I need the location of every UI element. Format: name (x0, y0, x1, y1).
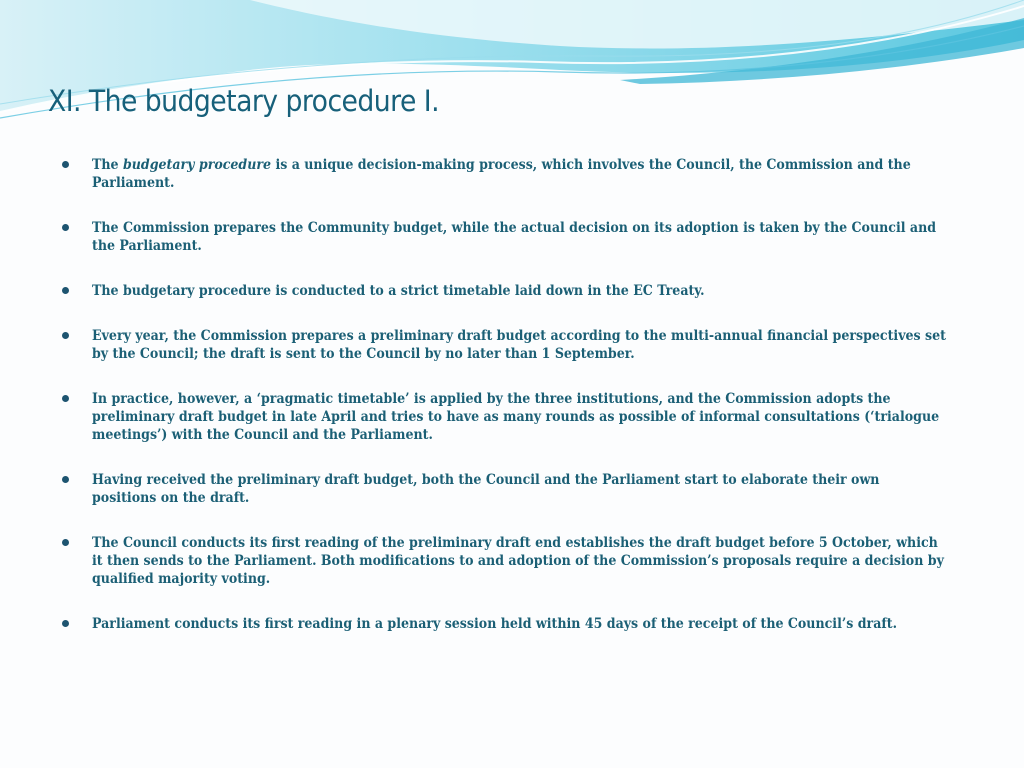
bullet-item (92, 534, 972, 588)
bullet-text: Every year, the Commission prepares a preliminary draft budget according to the multi-annual financial perspectives set by the Council; the draft is sent to the Council by no later than 1 September. (92, 328, 946, 362)
bullet-list (92, 156, 972, 660)
bullet-item (92, 282, 972, 300)
bullet-dot-icon (62, 620, 69, 627)
bullet-text: The Council conducts its first reading of the preliminary draft end establishes the draft budget before 5 October, which it then sends to the Parliament. Both modifications to and adoption of the Commission’s proposals require a decision by qualified majority voting. (92, 535, 944, 587)
emphasized-term: budgetary procedure (122, 157, 272, 173)
bullet-dot-icon (62, 395, 69, 402)
bullet-dot-icon (62, 287, 69, 294)
bullet-dot-icon (62, 224, 69, 231)
bullet-dot-icon (62, 476, 69, 483)
slide-title: XI. The budgetary procedure I. (48, 84, 440, 118)
bullet-item (92, 390, 972, 444)
bullet-text: In practice, however, a ‘pragmatic timetable’ is applied by the three institutions, and the Commission adopts the preliminary draft budget in late April and tries to have as many rounds as possible of informal consultations (‘trialogue meetings’) with the Council and the Parliament. (92, 391, 940, 443)
bullet-text: Parliament conducts its first reading in a plenary session held within 45 days of the receipt of the Council’s draft. (92, 616, 897, 632)
bullet-item (92, 156, 972, 192)
bullet-text: The Commission prepares the Community budget, while the actual decision on its adoption is taken by the Council and the Parliament. (92, 220, 937, 254)
bullet-dot-icon (62, 332, 69, 339)
bullet-item (92, 615, 972, 633)
bullet-item (92, 471, 972, 507)
bullet-text: The budgetary procedure is conducted to a strict timetable laid down in the EC Treaty. (92, 283, 705, 299)
bullet-text: Having received the preliminary draft budget, both the Council and the Parliament start to elaborate their own positions on the draft. (92, 472, 880, 506)
bullet-item (92, 327, 972, 363)
bullet-item (92, 219, 972, 255)
bullet-dot-icon (62, 161, 69, 168)
bullet-text: The budgetary procedure is a unique decision-making process, which involves the Council, the Commission and the Parliament. (92, 157, 911, 191)
bullet-dot-icon (62, 539, 69, 546)
